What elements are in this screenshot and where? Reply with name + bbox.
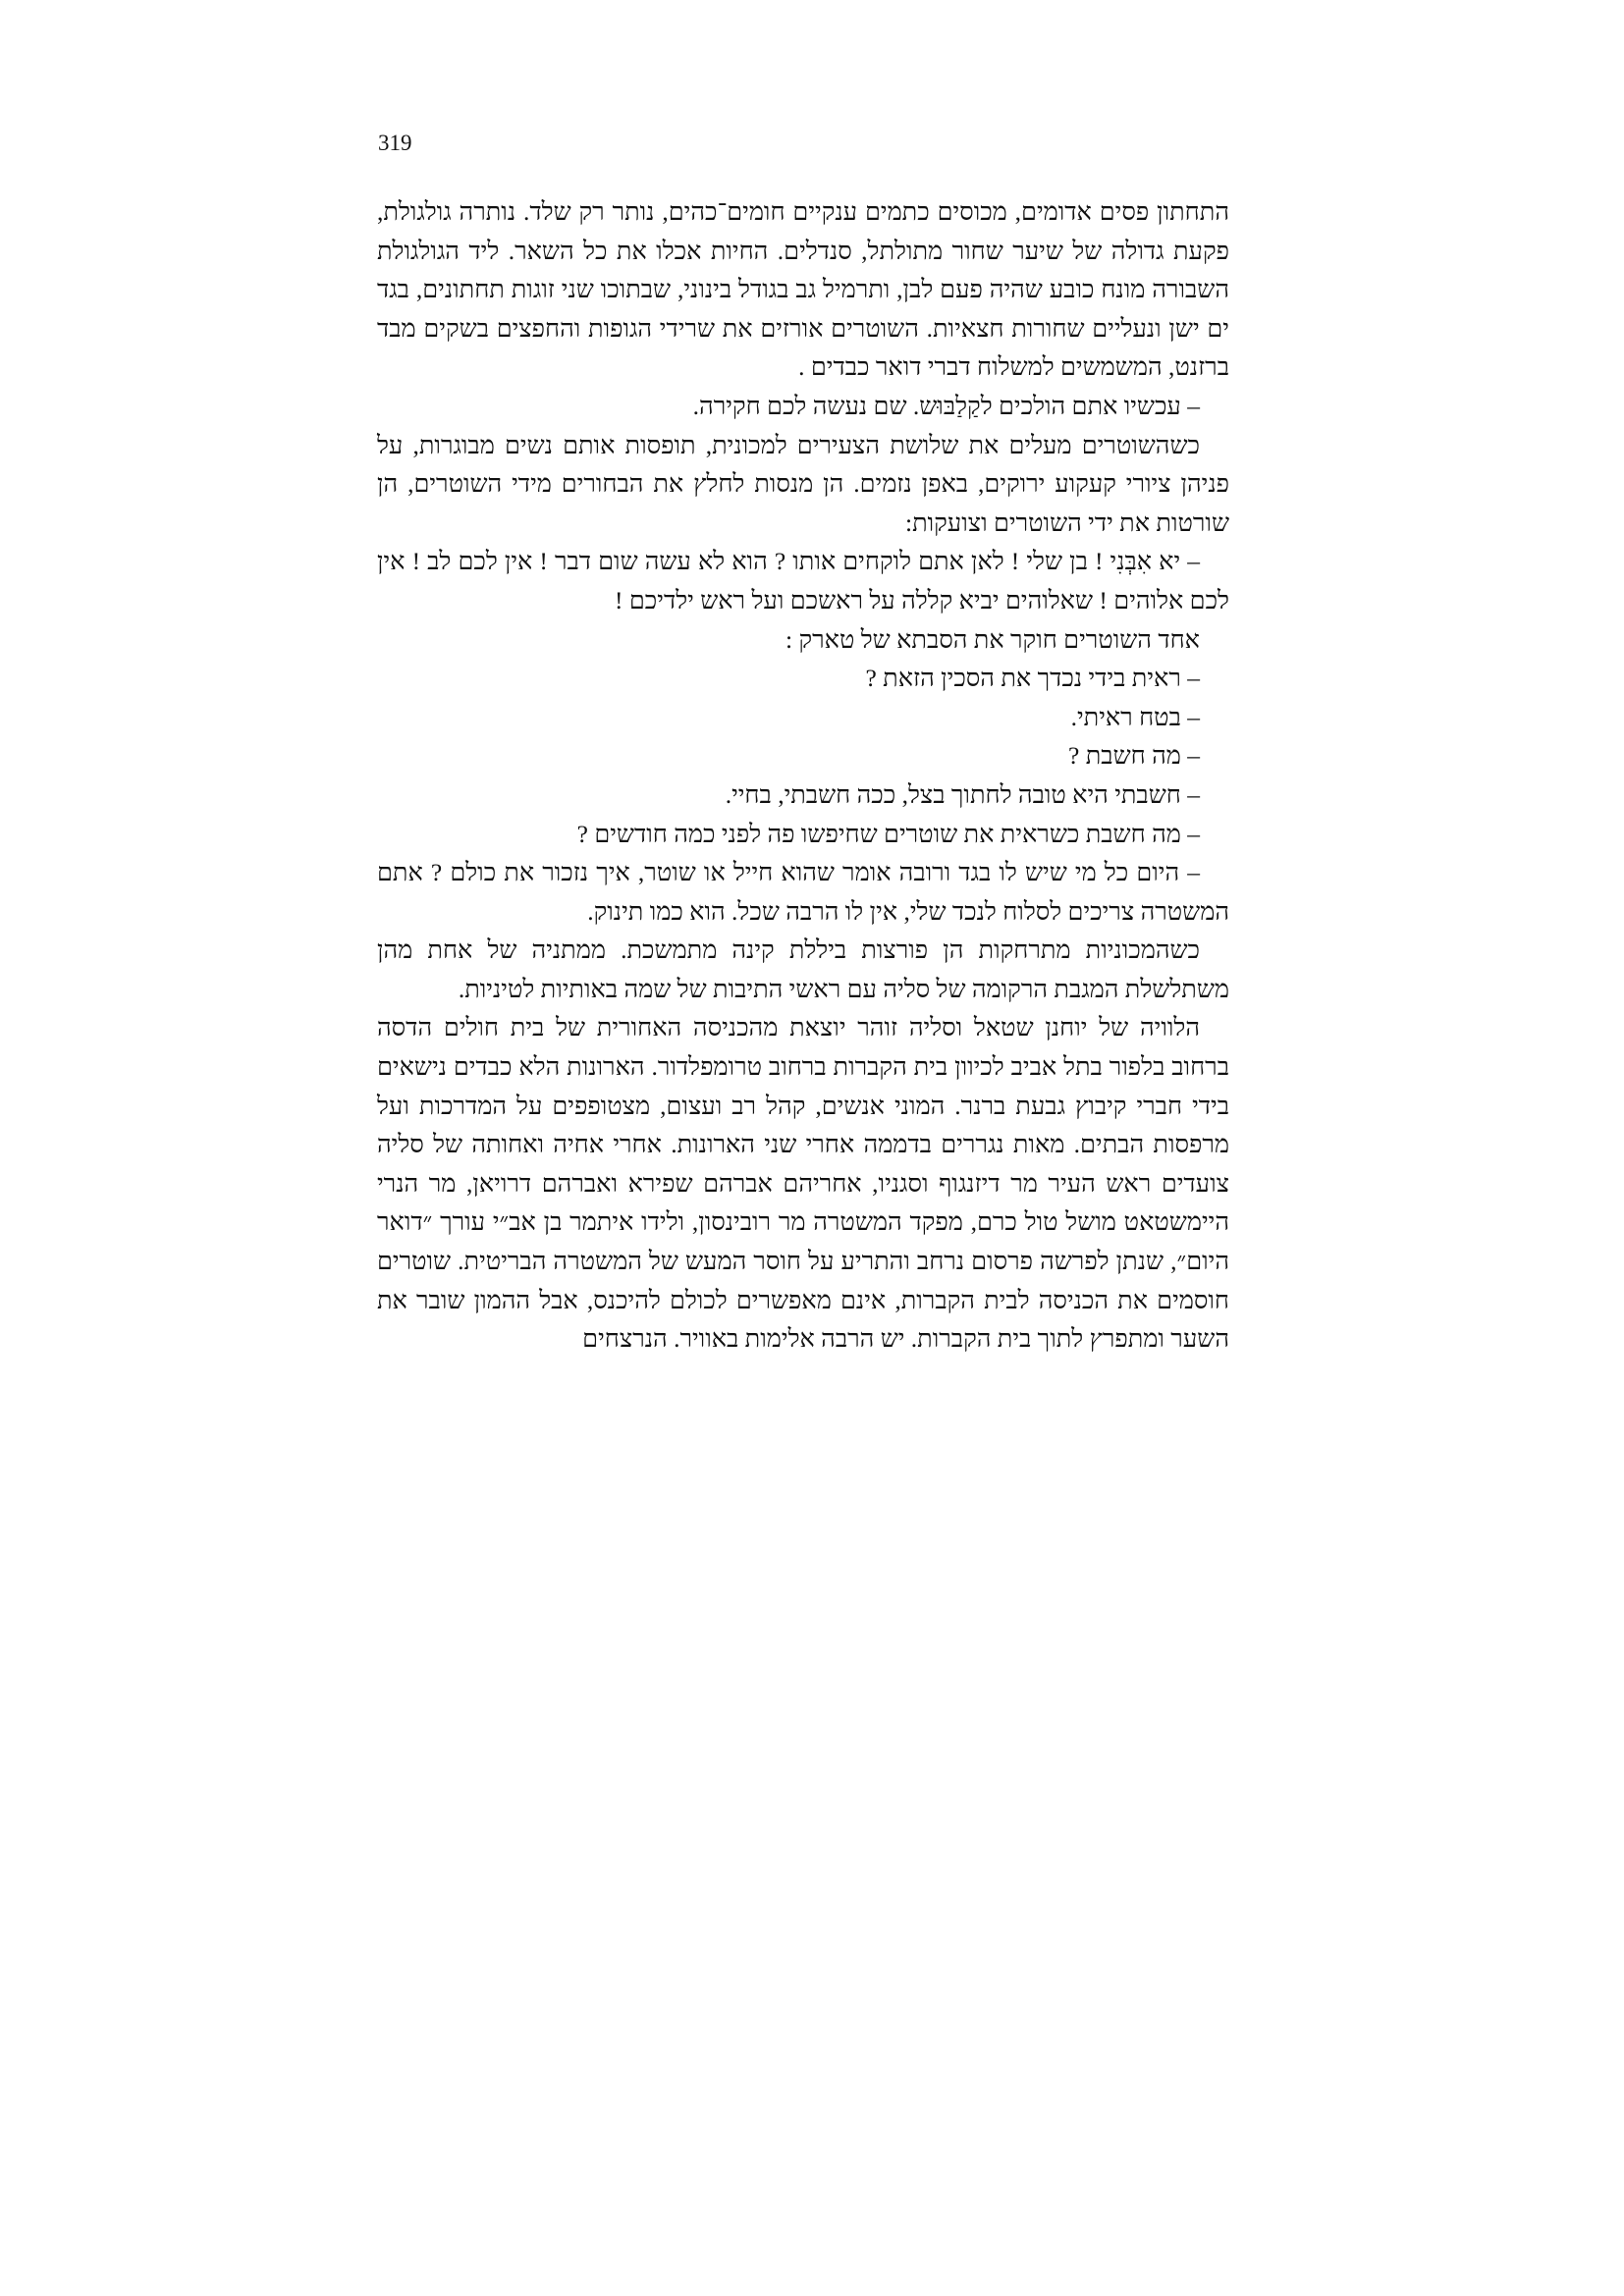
paragraph-13: הלוויה של יוחנן שטאל וסליה זוהר יוצאת מהכניסה האחורית של בית חולים הדסה ברחוב בלפור בתל אביב לכיוון בית הקברות ברחוב טרומפלדור. הארונות הלא כבדים נישאים בידי חברי קיבוץ גבעת ברנר. המוני אנשים, קהל רב ועצום, מצטופפים על המדרכות ועל מרפסות הבתים. מאות נגררים בדממה אחרי שני הארונות. אחרי אחיה ואחותה של סליה צועדים ראש העיר מר דיזנגוף וסגניו, אחריהם אברהם שפירא ואברהם דרויאן, מר הנרי היימשטאט מושל טול כרם, מפקד המשטרה מר רובינסון, ולידו איתמר בן אב״י עורך ״דואר היום״, שנתן לפרשה פרסום נרחב והתריע על חוסר המעש של המשטרה הבריטית. שוטרים חוסמים את הכניסה לבית הקברות, אינם מאפשרים לכולם להיכנס, אבל ההמון שובר את השער ומתפרץ לתוך בית הקברות. יש הרבה אלימות באוויר. הנרצחים bbox=[377, 1013, 1229, 1354]
paragraph-10: – מה חשבת כשראית את שוטרים שחיפשו פה לפני כמה חודשים ? bbox=[576, 819, 1200, 848]
paragraph-12: כשהמכוניות מתרחקות הן פורצות ביללת קינה מתמשכת. ממתניה של אחת מהן משתלשלת המגבת הרקומה של סליה עם ראשי התיבות של שמה באותיות לטיניות. bbox=[377, 935, 1229, 1003]
paragraph-2: – עכשיו אתם הולכים לקַלַבּוּש. שם נעשה לכם חקירה. bbox=[692, 391, 1200, 420]
paragraph-1: התחתון פסים אדומים, מכוסים כתמים ענקיים חומים־כהים, נותר רק שלד. נותרה גולגולת, פקעת גדולה של שיער שחור מתולתל, סנדלים. החיות אכלו את כל השאר. ליד הגולגולת השבורה מונח כובע שהיה פעם לבן, ותרמיל גב בגודל בינוני, שבתוכו שני זוגות תחתונים, בגד ים ישן ונעליים שחורות חצאיות. השוטרים אורזים את שרידי הגופות והחפצים בשקים מבד ברזנט, המשמשים למשלוח דברי דואר כבדים . bbox=[377, 197, 1229, 382]
page-number: 319 bbox=[378, 131, 412, 155]
paragraph-11: – היום כל מי שיש לו בגד ורובה אומר שהוא חייל או שוטר, איך נזכור את כולם ? אתם המשטרה צריכים לסלוח לנכד שלי, אין לו הרבה שכל. הוא כמו תינוק. bbox=[377, 858, 1229, 926]
paragraph-6: – ראית בידי נכדך את הסכין הזאת ? bbox=[865, 664, 1200, 693]
paragraph-9: – חשבתי היא טובה לחתוך בצל, ככה חשבתי, בחיי. bbox=[725, 779, 1200, 809]
paragraph-5: אחד השוטרים חוקר את הסבתא של טארק : bbox=[785, 624, 1200, 654]
paragraph-4: – יא אִבְּנִי ! בן שלי ! לאן אתם לוקחים אותו ? הוא לא עשה שום דבר ! אין לכם לב ! אין לכם אלוהים ! שאלוהים יביא קללה על ראשכם ועל ראש ילדיכם ! bbox=[377, 547, 1229, 614]
paragraph-3: כשהשוטרים מעלים את שלושת הצעירים למכונית, תופסות אותם נשים מבוגרות, על פניהן ציורי קעקוע ירוקים, באפן נזמים. הן מנסות לחלץ את הבחורים מידי השוטרים, הן שורטות את ידי השוטרים וצועקות: bbox=[377, 430, 1229, 537]
paragraph-8: – מה חשבת ? bbox=[1068, 741, 1200, 771]
paragraph-7: – בטח ראיתי. bbox=[1070, 702, 1200, 731]
body-text bbox=[377, 192, 1229, 1359]
